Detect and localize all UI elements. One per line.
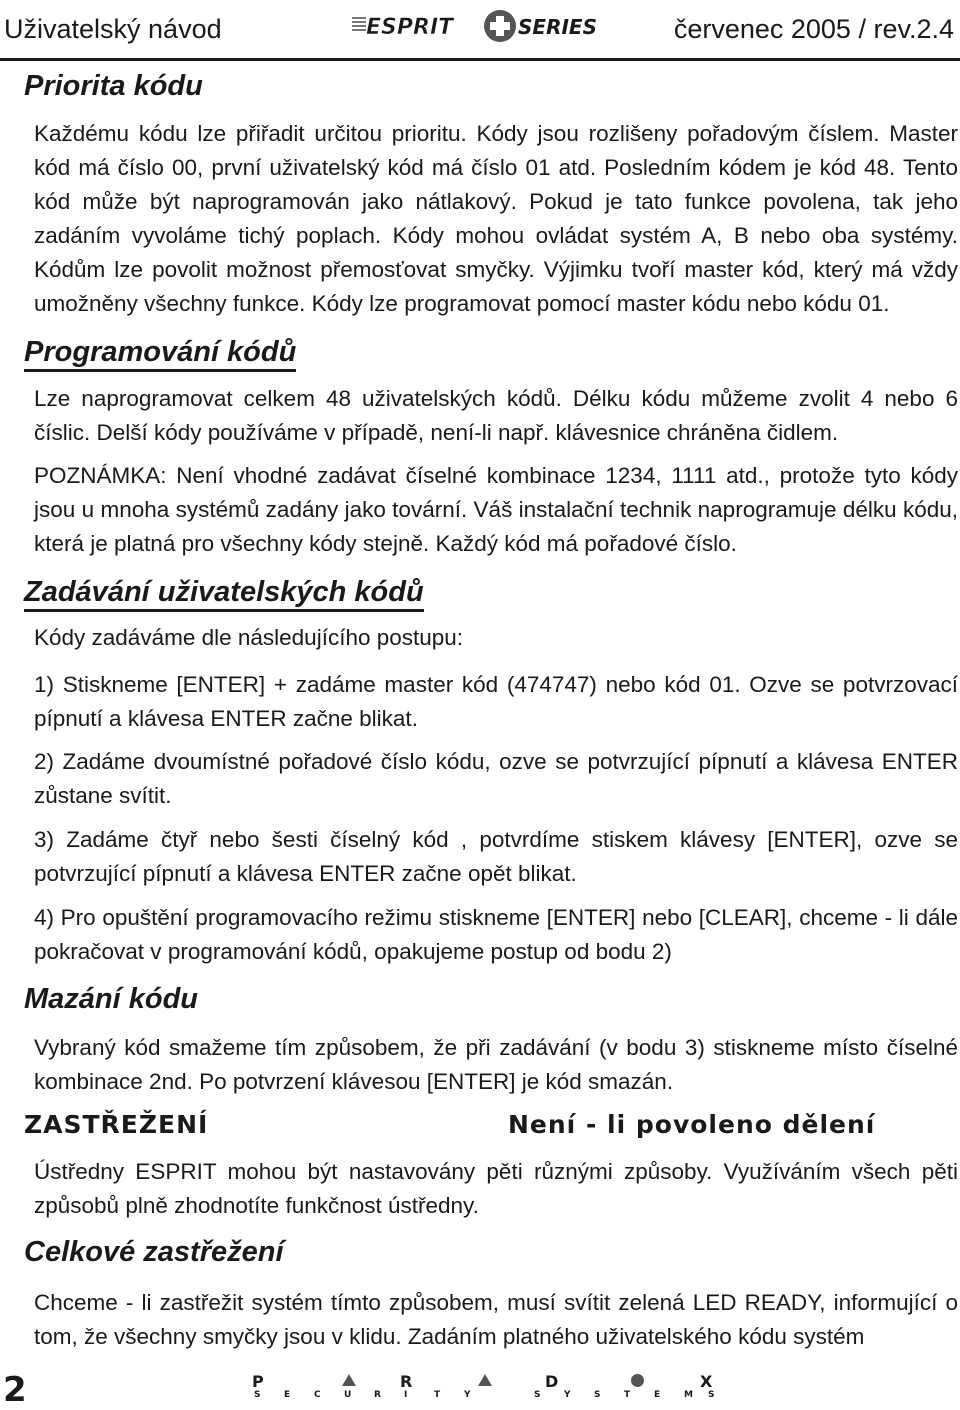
page-header xyxy=(0,0,960,62)
heading-celkove: Celkové zastřežení xyxy=(24,1236,284,1268)
logo-small-letter: Y xyxy=(464,1390,471,1400)
logo-small-letter: S xyxy=(594,1390,601,1400)
logo-letter-x: X xyxy=(700,1372,713,1391)
esprit-series-logo xyxy=(352,8,610,44)
paragraph-zadavani-intro: Kódy zadáváme dle následujícího postupu: xyxy=(34,625,464,650)
logo-small-letter: S xyxy=(254,1390,261,1400)
paragraph-mazani: Vybraný kód smažeme tím způsobem, že při zadávání (v bodu 3) stiskneme místo číselné kombinace 2nd. Po potvrzení klávesou [ENTER] je kód smazán. xyxy=(34,1035,958,1094)
logo-small-letter: R xyxy=(374,1390,381,1400)
triangle-icon xyxy=(478,1374,492,1386)
logo-small-letter: C xyxy=(314,1390,321,1400)
heading-zadavani-text: Zadávání uživatelských kódů xyxy=(24,576,424,612)
logo-small-letter: E xyxy=(284,1390,291,1400)
step-1: 1) Stiskneme [ENTER] + zadáme master kód (474747) nebo kód 01. Ozve se potvrzovací pípnutí a klávesa ENTER začne blikat. xyxy=(34,672,958,731)
header-title: Uživatelský návod xyxy=(4,14,222,44)
paragraph-programovani-2: POZNÁMKA: Není vhodné zadávat číselné kombinace 1234, 1111 atd., protože tyto kódy jsou u mnoha systémů zadány jako tovární. Váš instalační technik naprogramuje délku kódu, která je platná pro všechny kódy stejně. Každý kód má pořadové číslo. xyxy=(34,463,958,556)
header-rule xyxy=(0,58,960,61)
heading-neni-povoleno-deleni: Není - li povoleno dělení xyxy=(508,1110,876,1139)
triangle-icon xyxy=(342,1374,356,1386)
logo-letter-p: P xyxy=(252,1372,264,1391)
heading-programovani-text: Programování kódů xyxy=(24,336,296,372)
step-4: 4) Pro opuštění programovacího režimu stiskneme [ENTER] nebo [CLEAR], chceme - li dále pokračovat v programování kódů, opakujeme postup od bodu 2) xyxy=(34,905,958,964)
heading-mazani: Mazání kódu xyxy=(24,983,199,1015)
logo-letter-d: D xyxy=(545,1372,559,1391)
page-number: 2 xyxy=(3,1370,27,1410)
logo-small-letter: T xyxy=(624,1390,631,1400)
header-date-revision: červenec 2005 / rev.2.4 xyxy=(673,14,954,44)
svg-text:SERIES: SERIES xyxy=(518,15,597,39)
logo-small-letter: T xyxy=(434,1390,441,1400)
paragraph-programovani-1: Lze naprogramovat celkem 48 uživatelských kódů. Délku kódu můžeme zvolit 4 nebo 6 číslic. Delší kódy používáme v případě, není-li např. klávesnice chráněna čidlem. xyxy=(34,386,958,445)
step-2: 2) Zadáme dvoumístné pořadové číslo kódu, ozve se potvrzující pípnutí a klávesa ENTER zůstane svítit. xyxy=(34,749,958,808)
logo-small-letter: I xyxy=(404,1390,408,1400)
heading-zastrezeni: ZASTŘEŽENÍ xyxy=(24,1110,209,1139)
logo-letter-r: R xyxy=(400,1372,413,1391)
paragraph-priorita: Každému kódu lze přiřadit určitou prioritu. Kódy jsou rozlišeny pořadovým číslem. Master kód má číslo 00, první uživatelský kód má číslo 01 atd. Posledním kódem je kód 48. Tento kód může být naprogramován jako nátlakový. Pokud je tato funkce povolena, tak jeho zadáním vyvoláme tichý poplach. Kódy mohou ovládat systém A, B nebo oba systémy. Kódům lze povolit možnost přemosťovat smyčky. Výjimku tvoří master kód, který má vždy umožněny všechny funkce. Kódy lze programovat pomocí master kódu nebo kódu 01. xyxy=(34,121,958,316)
heading-priorita: Priorita kódu xyxy=(24,70,203,102)
paradox-logo xyxy=(250,1372,720,1400)
paragraph-zastrezeni: Ústředny ESPRIT mohou být nastavovány pěti různými způsoby. Využíváním všech pěti způsobů plně zhodnotíte funkčnost ústředny. xyxy=(34,1159,958,1218)
logo-small-letter: Y xyxy=(564,1390,571,1400)
logo-small-letter: S xyxy=(708,1390,715,1400)
step-3: 3) Zadáme čtyř nebo šesti číselný kód , potvrdíme stiskem klávesy [ENTER], ozve se potvrzující pípnutí a klávesa ENTER začne opět blikat. xyxy=(34,827,958,886)
paragraph-celkove: Chceme - li zastřežit systém tímto způsobem, musí svítit zelená LED READY, informující o tom, že všechny smyčky jsou v klidu. Zadáním platného uživatelského kódu systém xyxy=(34,1290,958,1349)
svg-text:ESPRIT: ESPRIT xyxy=(366,15,454,40)
heading-programovani xyxy=(24,336,296,369)
logo-small-letter: U xyxy=(344,1390,352,1400)
logo-small-letter: E xyxy=(654,1390,661,1400)
heading-zadavani xyxy=(24,576,424,609)
circle-icon xyxy=(630,1373,645,1388)
logo-small-letter: M xyxy=(684,1390,693,1400)
logo-small-letter: S xyxy=(534,1390,541,1400)
